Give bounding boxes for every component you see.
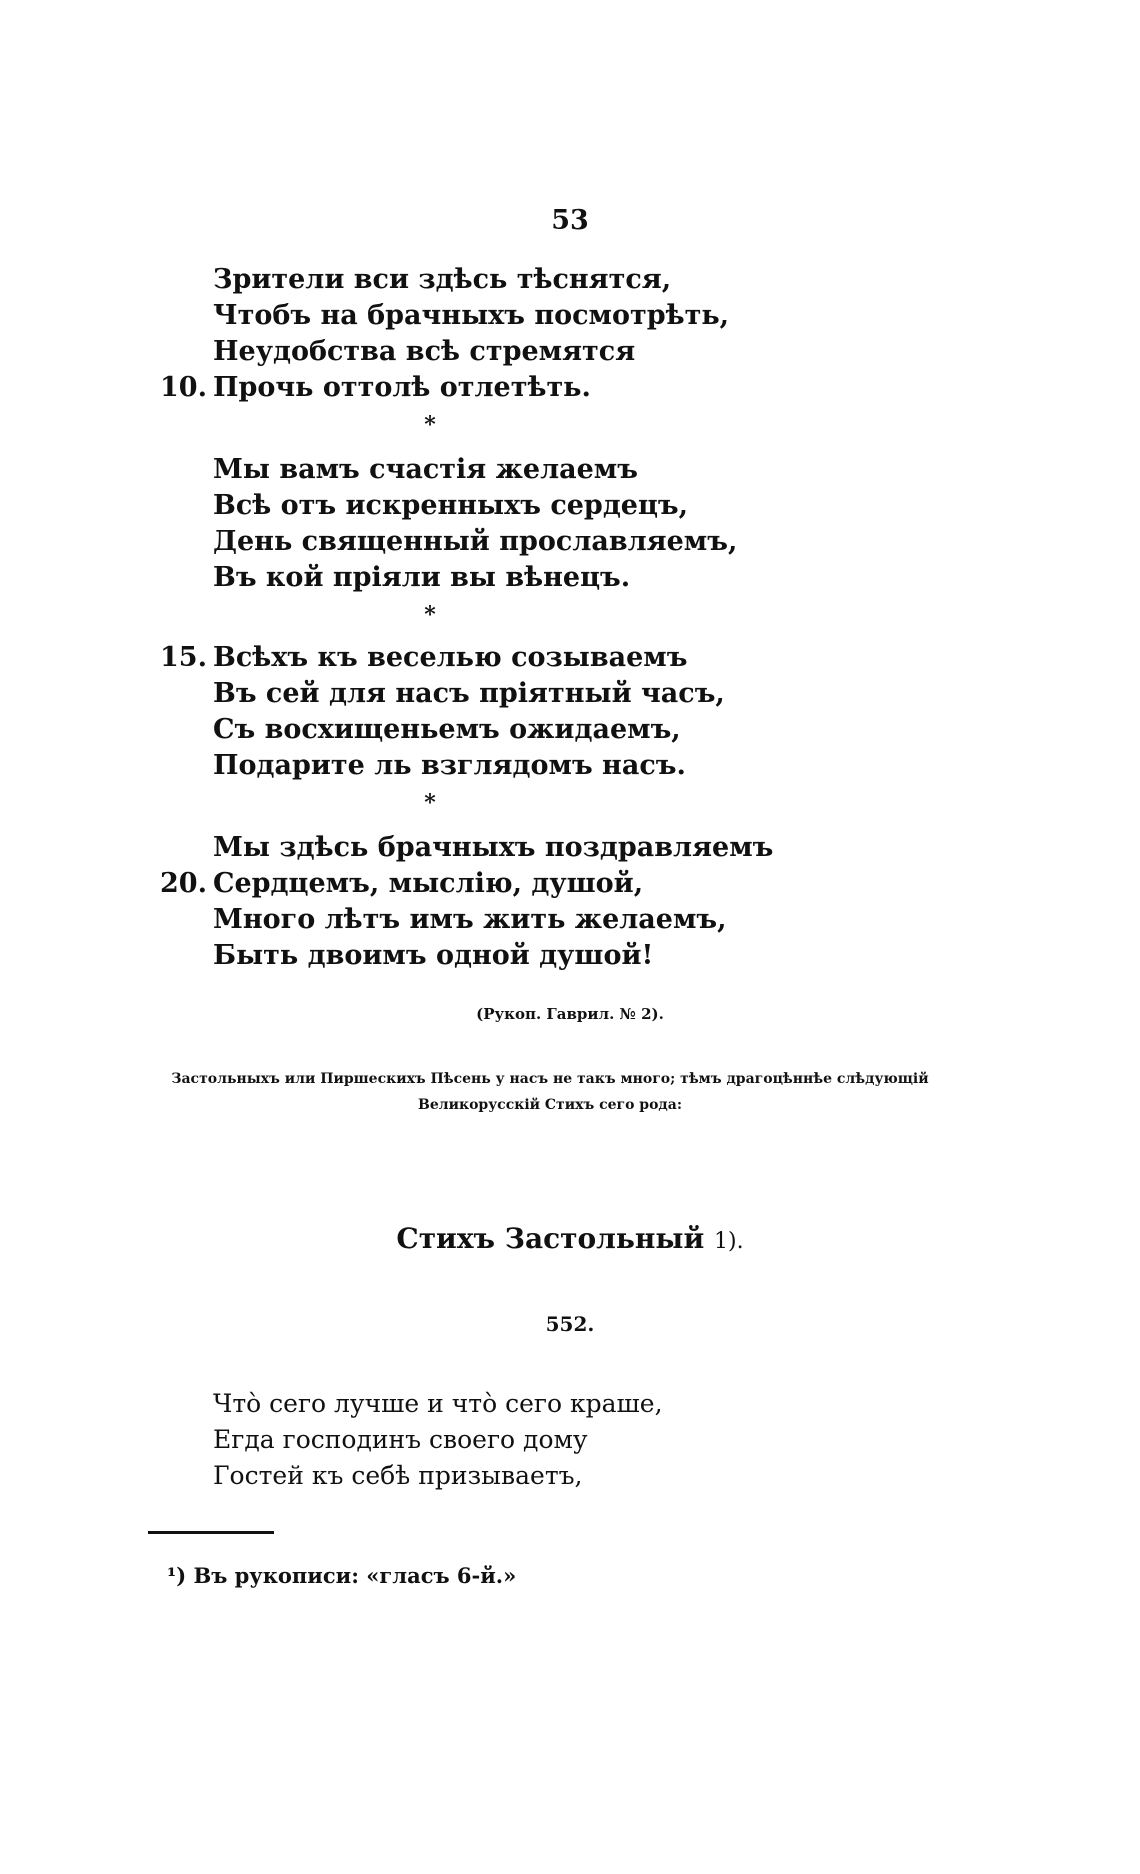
poem-number: 552. xyxy=(545,1312,595,1336)
verse-line: Гостей къ себѣ призываетъ, xyxy=(213,1461,583,1490)
poem-title: Стихъ Застольный xyxy=(396,1222,705,1255)
stanza-separator: * xyxy=(424,602,436,628)
footnote: ¹) Въ рукописи: «гласъ 6-й.» xyxy=(167,1563,517,1588)
verse-text: Мы здѣсь брачныхъ поздравляемъ xyxy=(213,832,774,863)
verse-text: Зрители вси здѣсь тѣснятся, xyxy=(213,264,672,295)
poem-stanza-2 xyxy=(160,452,860,634)
verse-text: Неудобства всѣ стремятся xyxy=(213,336,636,367)
poem-stanza-1 xyxy=(160,262,860,444)
verse-line xyxy=(160,452,860,488)
verse-text: Съ восхищеньемъ ожидаемъ, xyxy=(213,714,681,745)
verse-line xyxy=(160,298,860,334)
verse-line xyxy=(160,676,860,712)
verse-line xyxy=(160,902,860,938)
page-number: 53 xyxy=(551,205,589,236)
verse-line xyxy=(160,334,860,370)
poem-stanza-3 xyxy=(160,640,860,822)
verse-text: День священный прославляемъ, xyxy=(213,526,738,557)
verse-text: Быть двоимъ одной душой! xyxy=(213,940,654,971)
editorial-note-line: Великорусскій Стихъ сего рода: xyxy=(417,1097,682,1113)
verse-line xyxy=(160,712,860,748)
verse-line xyxy=(160,262,860,298)
stanza-separator: * xyxy=(424,790,436,816)
verse-line xyxy=(160,640,860,676)
verse-line xyxy=(160,524,860,560)
line-number: 15. xyxy=(160,642,207,673)
verse-line xyxy=(160,370,860,406)
verse-text: Въ сей для насъ пріятный часъ, xyxy=(213,678,725,709)
verse-text: Всѣхъ къ веселью созываемъ xyxy=(213,642,688,673)
verse-line xyxy=(160,938,860,974)
verse-line xyxy=(160,830,860,866)
verse-line xyxy=(160,748,860,784)
footnote-mark: 1). xyxy=(713,1229,744,1254)
verse-text: Чтобъ на брачныхъ посмотрѣть, xyxy=(213,300,730,331)
line-number: 20. xyxy=(160,868,207,899)
verse-line xyxy=(160,560,860,596)
source-citation: (Рукоп. Гаврил. № 2). xyxy=(476,1005,664,1023)
verse-line xyxy=(160,866,860,902)
poem-2 xyxy=(213,1386,663,1494)
verse-text: Много лѣтъ имъ жить желаемъ, xyxy=(213,904,727,935)
verse-line: Егда господинъ своего дому xyxy=(213,1425,588,1454)
poem-stanza-4 xyxy=(160,830,860,974)
verse-text: Въ кой пріяли вы вѣнецъ. xyxy=(213,562,631,593)
verse-text: Мы вамъ счастія желаемъ xyxy=(213,454,638,485)
verse-text: Подарите ль взглядомъ насъ. xyxy=(213,750,686,781)
editorial-note xyxy=(150,1066,950,1118)
verse-line: Что̀ сего лучше и что̀ сего краше, xyxy=(213,1389,663,1418)
verse-text: Прочь оттолѣ отлетѣть. xyxy=(213,372,591,403)
poem-heading xyxy=(0,1222,1140,1255)
footnote-divider xyxy=(148,1531,274,1534)
verse-line xyxy=(160,488,860,524)
verse-text: Сердцемъ, мыслію, душой, xyxy=(213,868,644,899)
line-number: 10. xyxy=(160,372,207,403)
editorial-note-line: Застольныхъ или Пиршескихъ Пѣсень у насъ не такъ много; тѣмъ драгоцѣннѣе слѣдующій xyxy=(171,1071,929,1087)
stanza-separator: * xyxy=(424,412,436,438)
verse-text: Всѣ отъ искренныхъ сердецъ, xyxy=(213,490,689,521)
